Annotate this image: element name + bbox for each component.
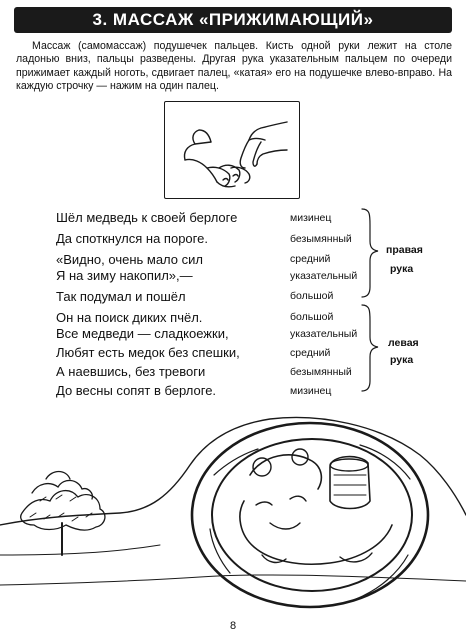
poem-line: Все медведи — сладкоежки, bbox=[56, 326, 229, 341]
poem-line: Так подумал и пошёл bbox=[56, 289, 186, 304]
poem-line: А наевшись, без тревоги bbox=[56, 364, 206, 379]
finger-label: безымянный bbox=[290, 366, 352, 378]
finger-label: безымянный bbox=[290, 233, 352, 245]
page-number: 8 bbox=[229, 620, 237, 632]
right-hand-label-1: правая bbox=[386, 244, 423, 256]
hands-massage-icon bbox=[165, 102, 299, 198]
title-banner bbox=[14, 7, 452, 33]
page-title: 3. МАССАЖ «ПРИЖИМАЮЩИЙ» bbox=[92, 10, 374, 29]
poem-line: Он на поиск диких пчёл. bbox=[56, 310, 203, 325]
poem-line: Любят есть медок без спешки, bbox=[56, 345, 240, 360]
poem-line: Шёл медведь к своей берлоге bbox=[56, 210, 238, 225]
left-hand-label-1: левая bbox=[388, 337, 419, 349]
finger-label: большой bbox=[290, 290, 334, 302]
finger-label: указательный bbox=[290, 328, 358, 340]
poem-line: Я на зиму накопил»,— bbox=[56, 268, 193, 283]
poem-line: До весны сопят в берлоге. bbox=[56, 383, 217, 398]
sleeping-bear-den-icon bbox=[0, 405, 466, 617]
finger-label: средний bbox=[290, 253, 331, 265]
finger-label: указательный bbox=[290, 270, 358, 282]
finger-label: средний bbox=[290, 347, 331, 359]
instructions-paragraph bbox=[16, 40, 452, 94]
poem-line: Да споткнулся на пороге. bbox=[56, 231, 208, 246]
finger-label: большой bbox=[290, 311, 334, 323]
poem-line: «Видно, очень мало сил bbox=[56, 252, 203, 267]
snowy-tree-icon bbox=[21, 472, 105, 556]
finger-label: мизинец bbox=[290, 385, 332, 397]
finger-label: мизинец bbox=[290, 212, 332, 224]
hand-brackets bbox=[360, 205, 384, 395]
instructions-text: Массаж (самомассаж) подушечек пальцев. Кисть одной руки лежит на столе ладонью вниз, пальцы разведены. Другая рука указательным пальцем по очереди прижимает каждый ноготь, сдвигает палец, «катая» его на подушечке влево-вправо. На каждую строчку — нажим на один палец. bbox=[16, 40, 452, 93]
left-hand-label-2: рука bbox=[390, 354, 414, 366]
right-hand-label-2: рука bbox=[390, 263, 414, 275]
hands-illustration-frame bbox=[164, 101, 300, 199]
